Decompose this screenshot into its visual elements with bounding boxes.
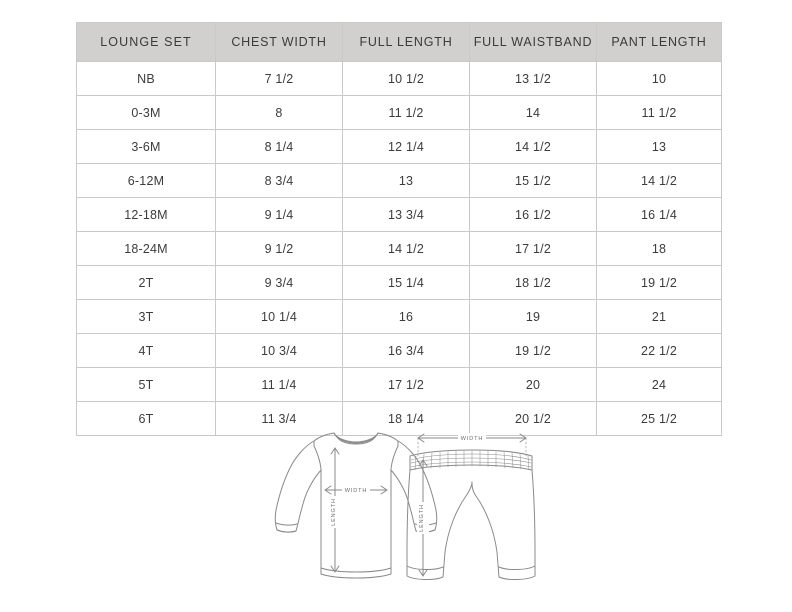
- shirt-length-label: LENGTH: [331, 498, 337, 526]
- cell-pant-length: 22 1/2: [597, 334, 722, 368]
- cell-chest-width: 10 1/4: [216, 300, 343, 334]
- column-header-pant-length: PANT LENGTH: [597, 23, 722, 62]
- cell-pant-length: 16 1/4: [597, 198, 722, 232]
- table-row: [77, 300, 722, 334]
- table-row: [77, 232, 722, 266]
- cell-size: 3T: [77, 300, 216, 334]
- cell-pant-length: 14 1/2: [597, 164, 722, 198]
- cell-full-waistband: 13 1/2: [470, 62, 597, 96]
- cell-full-length: 17 1/2: [343, 368, 470, 402]
- cell-pant-length: 13: [597, 130, 722, 164]
- cell-pant-length: 25 1/2: [597, 402, 722, 436]
- cell-full-waistband: 16 1/2: [470, 198, 597, 232]
- shirt-width-label: WIDTH: [344, 488, 368, 494]
- cell-full-length: 14 1/2: [343, 232, 470, 266]
- column-header-full-waistband: FULL WAISTBAND: [470, 23, 597, 62]
- cell-size: 4T: [77, 334, 216, 368]
- table-row: [77, 198, 722, 232]
- cell-full-length: 11 1/2: [343, 96, 470, 130]
- cell-chest-width: 11 1/4: [216, 368, 343, 402]
- cell-full-length: 10 1/2: [343, 62, 470, 96]
- cell-pant-length: 18: [597, 232, 722, 266]
- cell-full-waistband: 18 1/2: [470, 266, 597, 300]
- table-row: [77, 164, 722, 198]
- cell-chest-width: 9 3/4: [216, 266, 343, 300]
- table-row: [77, 130, 722, 164]
- cell-size: 18-24M: [77, 232, 216, 266]
- cell-chest-width: 11 3/4: [216, 402, 343, 436]
- table-row: [77, 266, 722, 300]
- cell-size: 0-3M: [77, 96, 216, 130]
- cell-size: 6T: [77, 402, 216, 436]
- cell-size: 3-6M: [77, 130, 216, 164]
- cell-size: 5T: [77, 368, 216, 402]
- cell-chest-width: 7 1/2: [216, 62, 343, 96]
- cell-full-length: 12 1/4: [343, 130, 470, 164]
- cell-pant-length: 10: [597, 62, 722, 96]
- cell-size: 2T: [77, 266, 216, 300]
- cell-full-waistband: 19: [470, 300, 597, 334]
- cell-pant-length: 19 1/2: [597, 266, 722, 300]
- cell-size: NB: [77, 62, 216, 96]
- table-header-row: [77, 23, 722, 62]
- cell-full-waistband: 14: [470, 96, 597, 130]
- cell-full-length: 16 3/4: [343, 334, 470, 368]
- cell-chest-width: 9 1/2: [216, 232, 343, 266]
- garment-measurement-diagram: [258, 424, 548, 604]
- pant-width-label: WIDTH: [460, 436, 484, 442]
- cell-chest-width: 10 3/4: [216, 334, 343, 368]
- table-row: [77, 62, 722, 96]
- table-row: [77, 334, 722, 368]
- pant-length-label: LENGTH: [419, 504, 425, 532]
- cell-full-length: 13: [343, 164, 470, 198]
- cell-full-waistband: 15 1/2: [470, 164, 597, 198]
- cell-full-length: 13 3/4: [343, 198, 470, 232]
- table-row: [77, 368, 722, 402]
- cell-chest-width: 9 1/4: [216, 198, 343, 232]
- cell-chest-width: 8 1/4: [216, 130, 343, 164]
- table-body: [77, 62, 722, 436]
- table-header: [77, 23, 722, 62]
- cell-chest-width: 8 3/4: [216, 164, 343, 198]
- column-header-lounge-set: LOUNGE SET: [77, 23, 216, 62]
- cell-size: 12-18M: [77, 198, 216, 232]
- table-row: [77, 96, 722, 130]
- cell-chest-width: 8: [216, 96, 343, 130]
- size-chart-table: [76, 22, 722, 436]
- cell-pant-length: 21: [597, 300, 722, 334]
- cell-full-length: 16: [343, 300, 470, 334]
- cell-full-waistband: 20: [470, 368, 597, 402]
- cell-pant-length: 24: [597, 368, 722, 402]
- cell-full-waistband: 20 1/2: [470, 402, 597, 436]
- column-header-full-length: FULL LENGTH: [343, 23, 470, 62]
- cell-full-length: 15 1/4: [343, 266, 470, 300]
- cell-pant-length: 11 1/2: [597, 96, 722, 130]
- cell-full-waistband: 14 1/2: [470, 130, 597, 164]
- cell-size: 6-12M: [77, 164, 216, 198]
- cell-full-length: 18 1/4: [343, 402, 470, 436]
- column-header-chest-width: CHEST WIDTH: [216, 23, 343, 62]
- cell-full-waistband: 17 1/2: [470, 232, 597, 266]
- cell-full-waistband: 19 1/2: [470, 334, 597, 368]
